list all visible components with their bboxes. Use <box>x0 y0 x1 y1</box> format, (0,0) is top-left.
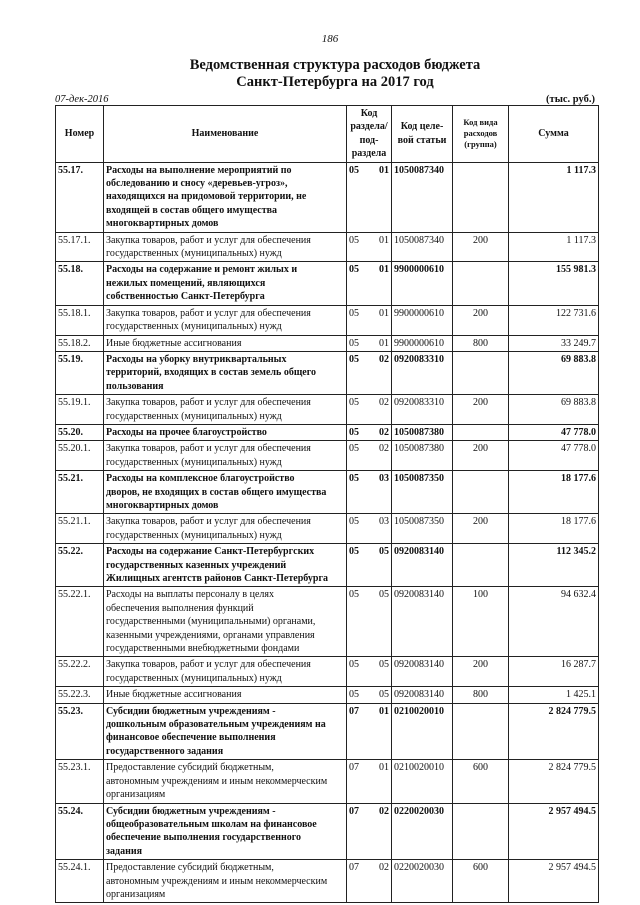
row-section <box>347 587 392 657</box>
section-code-sub: 05 <box>379 589 389 601</box>
row-kind: 800 <box>453 687 509 703</box>
section-code <box>349 164 389 177</box>
section-code <box>349 337 389 350</box>
row-kind <box>453 424 509 440</box>
row-name: Предоставление субсидий бюджетным, автономным учреждениям и иным некоммерческим организациям <box>104 760 347 803</box>
table-header-row <box>56 106 599 163</box>
section-code-main: 05 <box>349 546 359 558</box>
row-sum: 155 981.3 <box>509 262 599 305</box>
row-number: 55.19. <box>56 351 104 394</box>
row-name: Расходы на комплексное благоустройство дворов, не входящих в состав общего имущества многоквартирных домов <box>104 471 347 514</box>
section-code <box>349 396 389 409</box>
section-code-main: 05 <box>349 307 359 319</box>
section-code-main: 05 <box>349 164 359 176</box>
row-section <box>347 544 392 587</box>
row-target: 9900000610 <box>392 305 453 335</box>
row-kind: 800 <box>453 335 509 351</box>
row-number: 55.18. <box>56 262 104 305</box>
row-name: Закупка товаров, работ и услуг для обеспечения государственных (муниципальных) нужд <box>104 232 347 262</box>
table-row <box>56 335 599 351</box>
row-target: 1050087350 <box>392 514 453 544</box>
table-row <box>56 514 599 544</box>
row-sum: 47 778.0 <box>509 424 599 440</box>
section-code-main: 07 <box>349 762 359 774</box>
row-sum: 2 957 494.5 <box>509 803 599 860</box>
row-target: 1050087350 <box>392 471 453 514</box>
row-name: Субсидии бюджетным учреждениям - дошкольным образовательным учреждениям на финансовое обеспечение выполнения государственного задания <box>104 703 347 760</box>
row-kind: 200 <box>453 232 509 262</box>
section-code <box>349 805 389 818</box>
row-target: 0920083140 <box>392 687 453 703</box>
section-code <box>349 588 389 601</box>
row-kind <box>453 471 509 514</box>
row-sum: 122 731.6 <box>509 305 599 335</box>
row-target: 0920083310 <box>392 395 453 425</box>
row-section <box>347 305 392 335</box>
row-section <box>347 424 392 440</box>
budget-table <box>55 105 599 903</box>
row-target: 0220020030 <box>392 860 453 903</box>
table-row <box>56 162 599 232</box>
table-row <box>56 232 599 262</box>
section-code-main: 05 <box>349 589 359 601</box>
row-sum: 2 824 779.5 <box>509 760 599 803</box>
row-name: Иные бюджетные ассигнования <box>104 687 347 703</box>
section-code-sub: 05 <box>379 659 389 671</box>
row-target: 0210020010 <box>392 760 453 803</box>
row-target: 1050087340 <box>392 232 453 262</box>
header-section: Код раздела/ под-раздела <box>347 106 392 163</box>
section-code <box>349 442 389 455</box>
row-section <box>347 803 392 860</box>
row-sum: 33 249.7 <box>509 335 599 351</box>
row-number: 55.23.1. <box>56 760 104 803</box>
section-code <box>349 234 389 247</box>
section-code-main: 07 <box>349 805 359 817</box>
document-title <box>0 57 640 91</box>
section-code-sub: 01 <box>379 762 389 774</box>
section-code-main: 05 <box>349 426 359 438</box>
table-row <box>56 351 599 394</box>
section-code-main: 07 <box>349 705 359 717</box>
row-name: Расходы на выполнение мероприятий по обследованию и сносу «деревьев-угроз», находящихся на придомовой территории, не входящей в состав общего имущества многоквартирных домов <box>104 162 347 232</box>
section-code-sub: 01 <box>379 234 389 246</box>
row-section <box>347 395 392 425</box>
section-code-sub: 02 <box>379 443 389 455</box>
row-sum: 2 824 779.5 <box>509 703 599 760</box>
row-target: 0920083140 <box>392 657 453 687</box>
row-section <box>347 471 392 514</box>
table-row <box>56 687 599 703</box>
row-target: 0920083140 <box>392 544 453 587</box>
section-code-main: 05 <box>349 397 359 409</box>
row-section <box>347 262 392 305</box>
section-code-main: 05 <box>349 234 359 246</box>
section-code-sub: 01 <box>379 264 389 276</box>
section-code-main: 05 <box>349 353 359 365</box>
row-name: Расходы на содержание Санкт-Петербургских государственных казенных учреждений Жилищных агентств районов Санкт-Петербурга <box>104 544 347 587</box>
row-kind: 600 <box>453 860 509 903</box>
section-code-sub: 01 <box>379 705 389 717</box>
row-kind: 200 <box>453 514 509 544</box>
row-name: Расходы на содержание и ремонт жилых и нежилых помещений, являющихся собственностью Санкт-Петербурга <box>104 262 347 305</box>
row-sum: 69 883.8 <box>509 351 599 394</box>
row-section <box>347 703 392 760</box>
section-code <box>349 353 389 366</box>
row-name: Предоставление субсидий бюджетным, автономным учреждениям и иным некоммерческим организациям <box>104 860 347 903</box>
section-code-sub: 02 <box>379 805 389 817</box>
row-name: Закупка товаров, работ и услуг для обеспечения государственных (муниципальных) нужд <box>104 441 347 471</box>
row-target: 1050087340 <box>392 162 453 232</box>
row-kind: 100 <box>453 587 509 657</box>
section-code-main: 05 <box>349 337 359 349</box>
table-row <box>56 760 599 803</box>
row-number: 55.19.1. <box>56 395 104 425</box>
row-sum: 1 117.3 <box>509 162 599 232</box>
section-code <box>349 472 389 485</box>
section-code-sub: 01 <box>379 164 389 176</box>
row-section <box>347 335 392 351</box>
row-section <box>347 657 392 687</box>
row-number: 55.20. <box>56 424 104 440</box>
section-code <box>349 861 389 874</box>
section-code-sub: 05 <box>379 546 389 558</box>
row-target: 9900000610 <box>392 262 453 305</box>
table-row <box>56 262 599 305</box>
row-name: Субсидии бюджетным учреждениям - общеобразовательным школам на финансовое обеспечение выполнения государственного задания <box>104 803 347 860</box>
section-code-sub: 02 <box>379 353 389 365</box>
row-sum: 69 883.8 <box>509 395 599 425</box>
section-code <box>349 426 389 439</box>
page-number: 186 <box>321 33 339 45</box>
row-number: 55.18.2. <box>56 335 104 351</box>
section-code <box>349 705 389 718</box>
row-section <box>347 860 392 903</box>
section-code <box>349 545 389 558</box>
section-code <box>349 515 389 528</box>
section-code-sub: 02 <box>379 397 389 409</box>
row-target: 0920083310 <box>392 351 453 394</box>
table-body <box>56 162 599 903</box>
row-kind: 600 <box>453 760 509 803</box>
row-sum: 16 287.7 <box>509 657 599 687</box>
section-code <box>349 761 389 774</box>
row-name: Закупка товаров, работ и услуг для обеспечения государственных (муниципальных) нужд <box>104 305 347 335</box>
row-target: 1050087380 <box>392 424 453 440</box>
row-sum: 18 177.6 <box>509 514 599 544</box>
row-number: 55.22.1. <box>56 587 104 657</box>
row-number: 55.24. <box>56 803 104 860</box>
row-number: 55.21. <box>56 471 104 514</box>
table-row <box>56 424 599 440</box>
section-code-main: 05 <box>349 264 359 276</box>
row-number: 55.17.1. <box>56 232 104 262</box>
row-kind <box>453 803 509 860</box>
row-number: 55.22.3. <box>56 687 104 703</box>
row-section <box>347 351 392 394</box>
row-number: 55.21.1. <box>56 514 104 544</box>
row-name: Закупка товаров, работ и услуг для обеспечения государственных (муниципальных) нужд <box>104 514 347 544</box>
row-target: 0920083140 <box>392 587 453 657</box>
row-number: 55.22. <box>56 544 104 587</box>
header-target: Код целе-вой статьи <box>392 106 453 163</box>
row-sum: 2 957 494.5 <box>509 860 599 903</box>
section-code <box>349 688 389 701</box>
row-name: Иные бюджетные ассигнования <box>104 335 347 351</box>
row-sum: 94 632.4 <box>509 587 599 657</box>
title-line-1: Ведомственная структура расходов бюджета <box>189 57 481 73</box>
row-kind: 200 <box>453 441 509 471</box>
row-sum: 18 177.6 <box>509 471 599 514</box>
section-code-sub: 01 <box>379 337 389 349</box>
row-section <box>347 514 392 544</box>
row-kind <box>453 162 509 232</box>
table-row <box>56 471 599 514</box>
section-code-sub: 02 <box>379 426 389 438</box>
row-number: 55.23. <box>56 703 104 760</box>
table-row <box>56 305 599 335</box>
row-number: 55.17. <box>56 162 104 232</box>
row-name: Расходы на выплаты персоналу в целях обеспечения выполнения функций государственными (муниципальными) органами, казенными учреждениями, органами управления государственными внебюджетными фондами <box>104 587 347 657</box>
table-row <box>56 395 599 425</box>
row-name: Закупка товаров, работ и услуг для обеспечения государственных (муниципальных) нужд <box>104 657 347 687</box>
row-section <box>347 441 392 471</box>
section-code-main: 05 <box>349 659 359 671</box>
table-row <box>56 544 599 587</box>
table-row <box>56 803 599 860</box>
section-code <box>349 307 389 320</box>
section-code-sub: 02 <box>379 862 389 874</box>
row-number: 55.18.1. <box>56 305 104 335</box>
header-sum: Сумма <box>509 106 599 163</box>
row-number: 55.22.2. <box>56 657 104 687</box>
row-kind <box>453 262 509 305</box>
table-row <box>56 860 599 903</box>
row-kind: 200 <box>453 305 509 335</box>
row-sum: 47 778.0 <box>509 441 599 471</box>
row-target: 1050087380 <box>392 441 453 471</box>
section-code-main: 05 <box>349 473 359 485</box>
section-code-main: 07 <box>349 862 359 874</box>
row-sum: 112 345.2 <box>509 544 599 587</box>
row-section <box>347 687 392 703</box>
section-code-main: 05 <box>349 516 359 528</box>
row-kind <box>453 703 509 760</box>
section-code-main: 05 <box>349 689 359 701</box>
section-code-sub: 03 <box>379 473 389 485</box>
row-sum: 1 117.3 <box>509 232 599 262</box>
row-section <box>347 162 392 232</box>
section-code-sub: 03 <box>379 516 389 528</box>
section-code <box>349 658 389 671</box>
section-code <box>349 263 389 276</box>
section-code-sub: 01 <box>379 307 389 319</box>
row-section <box>347 760 392 803</box>
units-label: (тыс. руб.) <box>546 94 595 105</box>
header-kind: Код вида расходов (группа) <box>453 106 509 163</box>
row-target: 0220020030 <box>392 803 453 860</box>
row-kind <box>453 351 509 394</box>
row-name: Расходы на уборку внутриквартальных территорий, входящих в состав земель общего пользования <box>104 351 347 394</box>
row-section <box>347 232 392 262</box>
row-target: 0210020010 <box>392 703 453 760</box>
header-number: Номер <box>56 106 104 163</box>
table-row <box>56 441 599 471</box>
row-target: 9900000610 <box>392 335 453 351</box>
row-kind: 200 <box>453 395 509 425</box>
table-row <box>56 703 599 760</box>
document-date: 07-дек-2016 <box>55 94 109 105</box>
row-number: 55.20.1. <box>56 441 104 471</box>
table-row <box>56 657 599 687</box>
title-line-2: Санкт-Петербурга на 2017 год <box>236 74 434 90</box>
section-code-main: 05 <box>349 443 359 455</box>
row-kind: 200 <box>453 657 509 687</box>
row-kind <box>453 544 509 587</box>
section-code-sub: 05 <box>379 689 389 701</box>
row-sum: 1 425.1 <box>509 687 599 703</box>
table-row <box>56 587 599 657</box>
row-name: Расходы на прочее благоустройство <box>104 424 347 440</box>
row-name: Закупка товаров, работ и услуг для обеспечения государственных (муниципальных) нужд <box>104 395 347 425</box>
row-number: 55.24.1. <box>56 860 104 903</box>
header-name: Наименование <box>104 106 347 163</box>
